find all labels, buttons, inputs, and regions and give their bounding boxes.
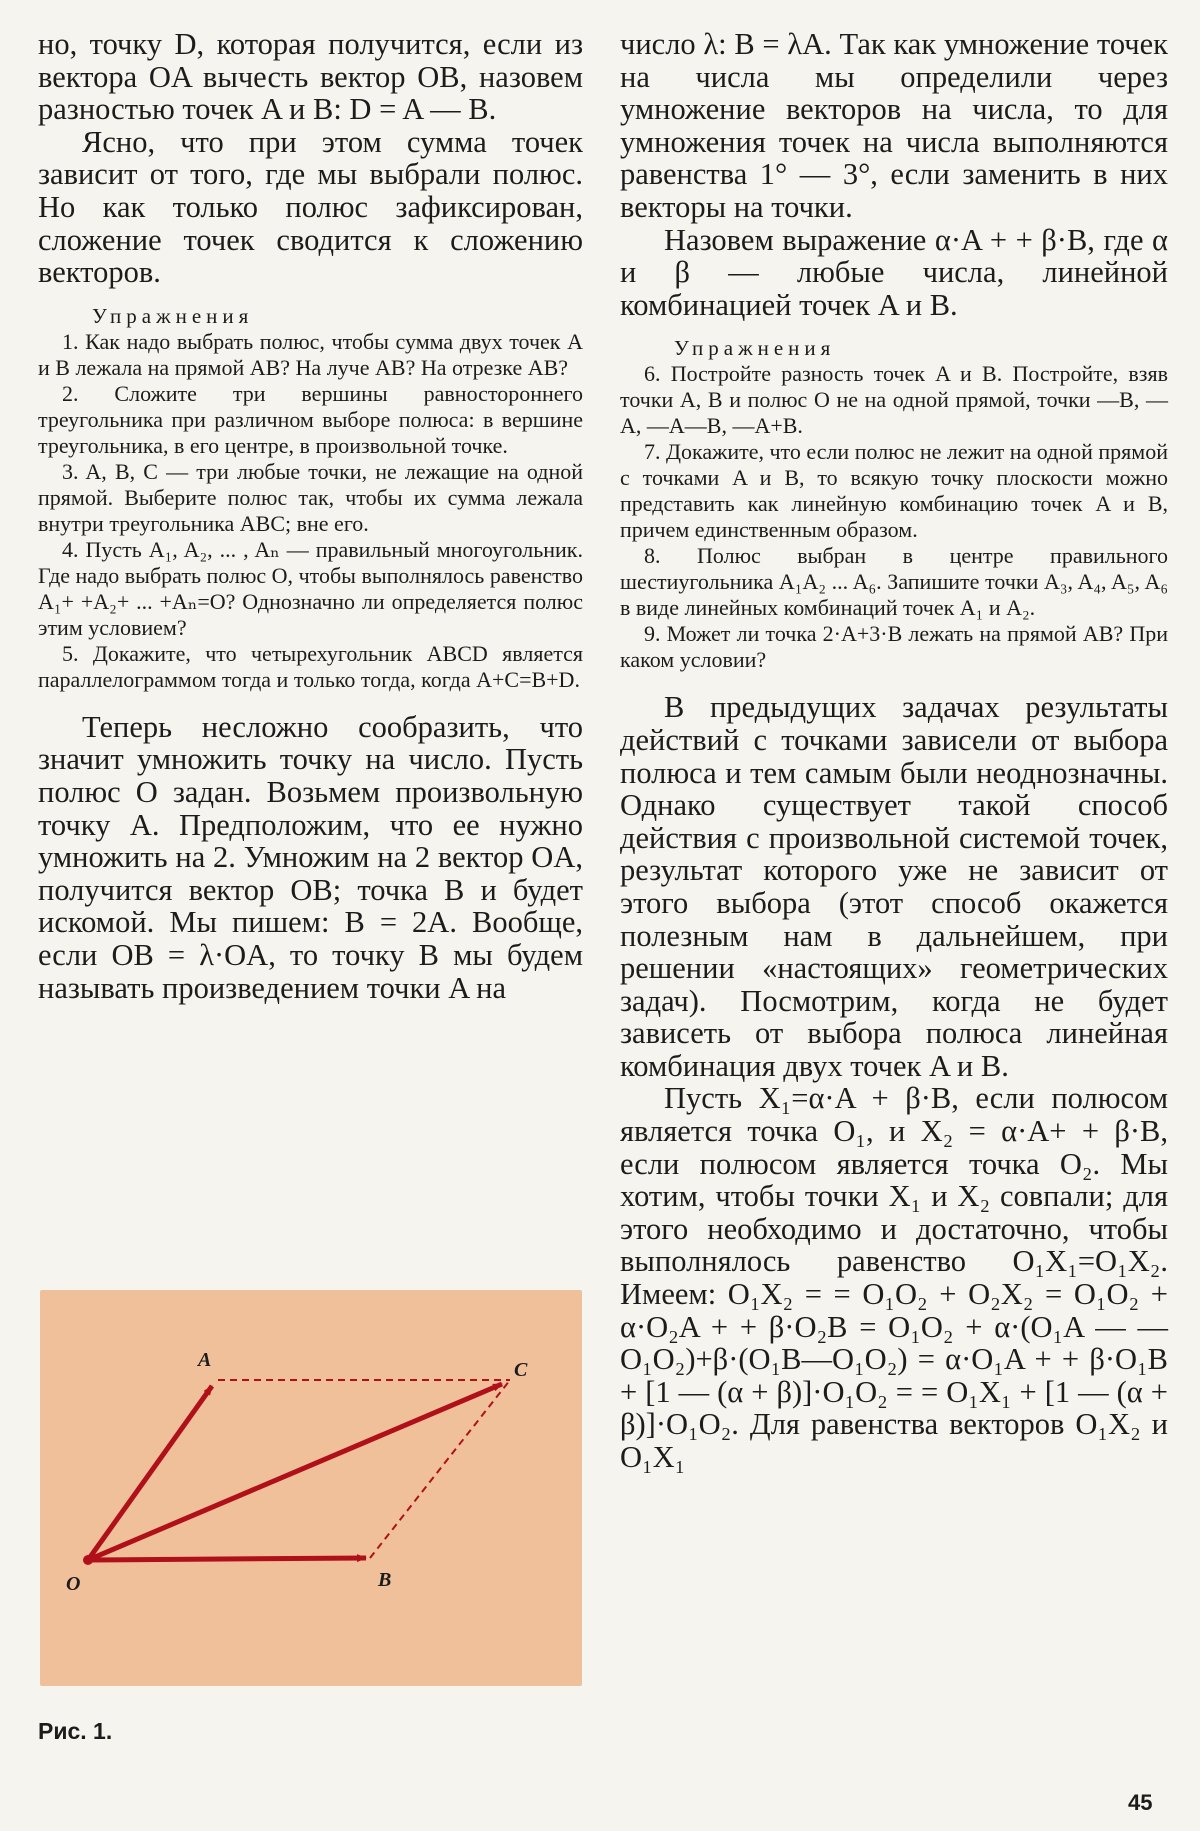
left-paragraph-2: Ясно, что при этом сумма точек зависит от того, где мы выбрали полюс. Но как только полюс зафиксирован, сложение точек сводится к сложению векторов. — [38, 124, 583, 290]
dashed-side-bc — [370, 1380, 510, 1558]
exercise-8: 8. Полюс выбран в центре правильного шестиугольника A₁A₂ ... A₆. Запишите точки A₃, A₄, A₅, A₆ в виде линейных комбинаций точек A₁ и A₂. — [620, 543, 1168, 621]
exercise-1: 1. Как надо выбрать полюс, чтобы сумма двух точек A и B лежала на прямой AB? На луче AB? На отрезке AB? — [38, 328, 583, 380]
page-number: 45 — [1128, 1790, 1153, 1815]
label-c: C — [514, 1359, 528, 1381]
exercises-header-left: Упражнения — [92, 303, 254, 328]
exercise-4: 4. Пусть A₁, A₂, ... , Aₙ — правильный многоугольник. Где надо выбрать полюс O, чтобы выполнялось равенство A₁+ +A₂+ ... +Aₙ=O? Однозначно ли определяется полюс этим условием? — [38, 536, 583, 640]
right-paragraph-1: число λ: B = λA. Так как умножение точек на числа мы определили через умножение векторов на числа, то для умножения точек на числа выполняются равенства 1° — 3°, если заменить в них векторы на точки. — [620, 27, 1168, 224]
vector-ob — [88, 1558, 366, 1560]
figure-caption: Рис. 1. — [38, 1718, 113, 1744]
exercise-7: 7. Докажите, что если полюс не лежит на одной прямой с точками A и B, то всякую точку плоскости можно представить как линейную комбинацию точек A и B, причем единственным образом. — [620, 439, 1168, 543]
right-paragraph-3: В предыдущих задачах результаты действий с точками зависели от выбора полюса и тем самым были неоднозначны. Однако существует такой способ действия с произвольной системой точек, результат которого уже не зависит от этого выбора (этот способ окажется полезным нам в дальнейшем, при решении «настоящих» геометрических задач). Посмотрим, когда не будет зависеть от выбора полюса линейная комбинация двух точек A и B. — [620, 690, 1168, 1083]
label-o: O — [66, 1573, 81, 1595]
label-a: A — [198, 1349, 212, 1371]
label-b: B — [378, 1569, 392, 1591]
origin-point — [83, 1555, 93, 1565]
exercise-2: 2. Сложите три вершины равностороннего треугольника при различном выборе полюса: в вершине треугольника, в его центре, в произвольной точке. — [38, 380, 583, 458]
figure-1 — [40, 1290, 582, 1686]
left-paragraph-3: Теперь несложно сообразить, что значит умножить точку на число. Пусть полюс O задан. Возьмем произвольную точку A. Предположим, что ее нужно умножить на 2. Умножим на 2 вектор OA, получится вектор OB; точка B и будет искомой. Мы пишем: B = 2A. Вообще, если OB = λ·OA, то точку B мы будем называть произведением точки A на — [38, 709, 583, 1005]
right-column — [620, 28, 1168, 1474]
exercise-6: 6. Постройте разность точек A и B. Постройте, взяв точки A, B и полюс O не на одной прямой, точки —B, —A, —A—B, —A+B. — [620, 361, 1168, 439]
exercise-9: 9. Может ли точка 2·A+3·B лежать на прямой AB? При каком условии? — [620, 621, 1168, 673]
exercises-header-right: Упражнения — [674, 336, 836, 361]
exercise-5: 5. Докажите, что четырехугольник ABCD является параллелограммом тогда и только тогда, когда A+C=B+D. — [38, 640, 583, 692]
left-paragraph-1: но, точку D, которая получится, если из вектора OA вычесть вектор OB, назовем разностью точек A и B: D = A — B. — [38, 27, 583, 127]
exercise-3: 3. A, B, C — три любые точки, не лежащие на одной прямой. Выберите полюс так, чтобы их сумма лежала внутри треугольника ABC; вне его. — [38, 458, 583, 536]
right-paragraph-4: Пусть X₁=α·A + β·B, если полюсом является точка O₁, и X₂ = α·A+ + β·B, если полюсом является точка O₂. Мы хотим, чтобы точки X₁ и X₂ совпали; для этого необходимо и достаточно, чтобы выполнялось равенство O₁X₁=O₁X₂. Имеем: O₁X₂ = = O₁O₂ + O₂X₂ = O₁O₂ + α·O₂A + + β·O₂B = O₁O₂ + α·(O₁A — —O₁O₂)+β·(O₁B—O₁O₂) = α·O₁A + + β·O₁B + [1 — (α + β)]·O₁O₂ = = O₁X₁ + [1 — (α + β)]·O₁O₂. Для равенства векторов O₁X₂ и O₁X₁ — [620, 1081, 1168, 1474]
right-paragraph-2: Назовем выражение α·A + + β·B, где α и β — любые числа, линейной комбинацией точек A и B. — [620, 222, 1168, 322]
left-column — [38, 28, 583, 1004]
vector-diagram — [40, 1290, 582, 1686]
